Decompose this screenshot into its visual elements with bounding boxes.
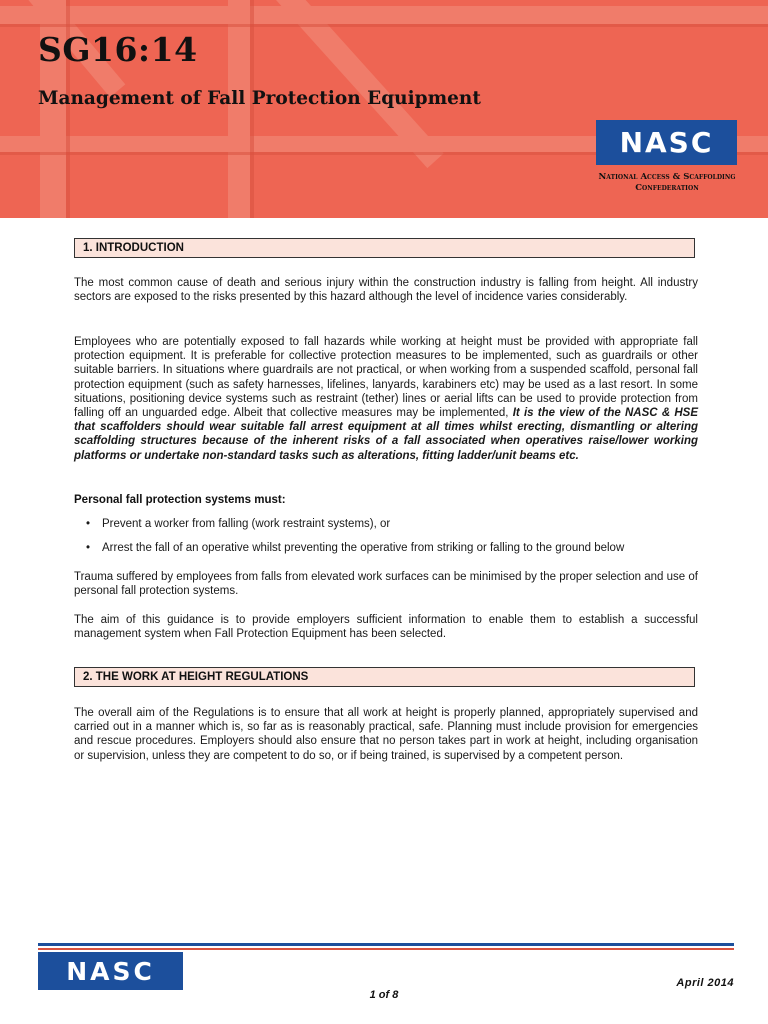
footer-divider-blue <box>38 943 734 946</box>
intro-p2-plain: Employees who are potentially exposed to fall hazards while working at height must be provided with appropriate fall protection equipment. It is preferable for collective protection measures to be implemented, such as guardrails or other suitable barriers. In situations where guardrails are not practical, or when working from a suspended scaffold, personal fall protection equipment (such as safety harnesses, lifelines, lanyards, karabiners etc) may be used as a last resort. In some situations, positioning device systems such as restraint (tether) lines or aerial lifts can be used to provide protection from falling off an unguarded edge. Albeit that collective measures may be implemented, <box>74 336 698 420</box>
tube-shadow <box>250 0 254 218</box>
scaffold-tube-horizontal <box>0 6 768 24</box>
intro-p2-emphasis-b: at all times <box>411 421 475 434</box>
footer-nasc-logo <box>38 952 183 990</box>
list-item-text: Arrest the fall of an operative whilst preventing the operative from striking or falling to the ground below <box>102 542 625 554</box>
tube-shadow <box>0 24 768 27</box>
intro-paragraph-4: The aim of this guidance is to provide employers sufficient information to enable them to establish a successful management system when Fall Protection Equipment has been selected. <box>74 614 698 641</box>
intro-paragraph-3: Trauma suffered by employees from falls from elevated work surfaces can be minimised by the proper selection and use of personal fall protection systems. <box>74 571 698 598</box>
document-code: SG16:14 <box>38 30 198 69</box>
intro-paragraph-1: The most common cause of death and serious injury within the construction industry is falling from height. All industry sectors are exposed to the risks presented by this hazard although the level of incidence varies considerably. <box>74 277 698 304</box>
footer-logo-text: NASC <box>66 956 155 986</box>
systems-label: Personal fall protection systems must: <box>74 494 286 506</box>
footer-date: April 2014 <box>676 977 734 989</box>
footer-divider-red <box>38 948 734 950</box>
scaffold-tube-vertical <box>228 0 250 218</box>
bullet-icon: • <box>86 542 91 554</box>
list-item-text: Prevent a worker from falling (work restraint systems), or <box>102 518 391 530</box>
page-number: 1 of 8 <box>369 989 399 1001</box>
nasc-logo <box>596 120 737 165</box>
intro-p2-emphasis-c: whilst erecting, dismantling or altering scaffolding structures because of the inherent risks of a fall associated when operatives raise/lower working platforms or undertake non-standard tasks such as alterations, fitting ladder/unit beams etc. <box>74 421 699 462</box>
intro-paragraph-2 <box>74 335 698 463</box>
logo-subtitle-line2: Confederation <box>635 183 699 193</box>
section-heading-work-at-height: 2. THE WORK AT HEIGHT REGULATIONS <box>74 667 695 687</box>
bullet-icon: • <box>86 518 91 530</box>
section-heading-introduction: 1. INTRODUCTION <box>74 238 695 258</box>
logo-subtitle-line1: National Access & Scaffolding <box>598 172 736 182</box>
header-banner <box>0 0 768 218</box>
document-title: Management of Fall Protection Equipment <box>38 88 481 109</box>
nasc-logo-text: NASC <box>619 126 714 159</box>
nasc-logo-subtitle <box>582 172 752 194</box>
intro-p2-emphasis-a: It is the view of the NASC & HSE that scaffolders should wear suitable fall arrest equipment <box>74 407 699 434</box>
regulations-paragraph: The overall aim of the Regulations is to ensure that all work at height is properly planned, appropriately supervised and carried out in a manner which is, so far as is reasonably practical, safe. Planning must include provision for emergencies and rescue procedures. Employers should also ensure that no person takes part in work at height, including organisation or supervision, unless they are competent to do so, or if being trained, is supervised by a competent person. <box>74 707 698 762</box>
